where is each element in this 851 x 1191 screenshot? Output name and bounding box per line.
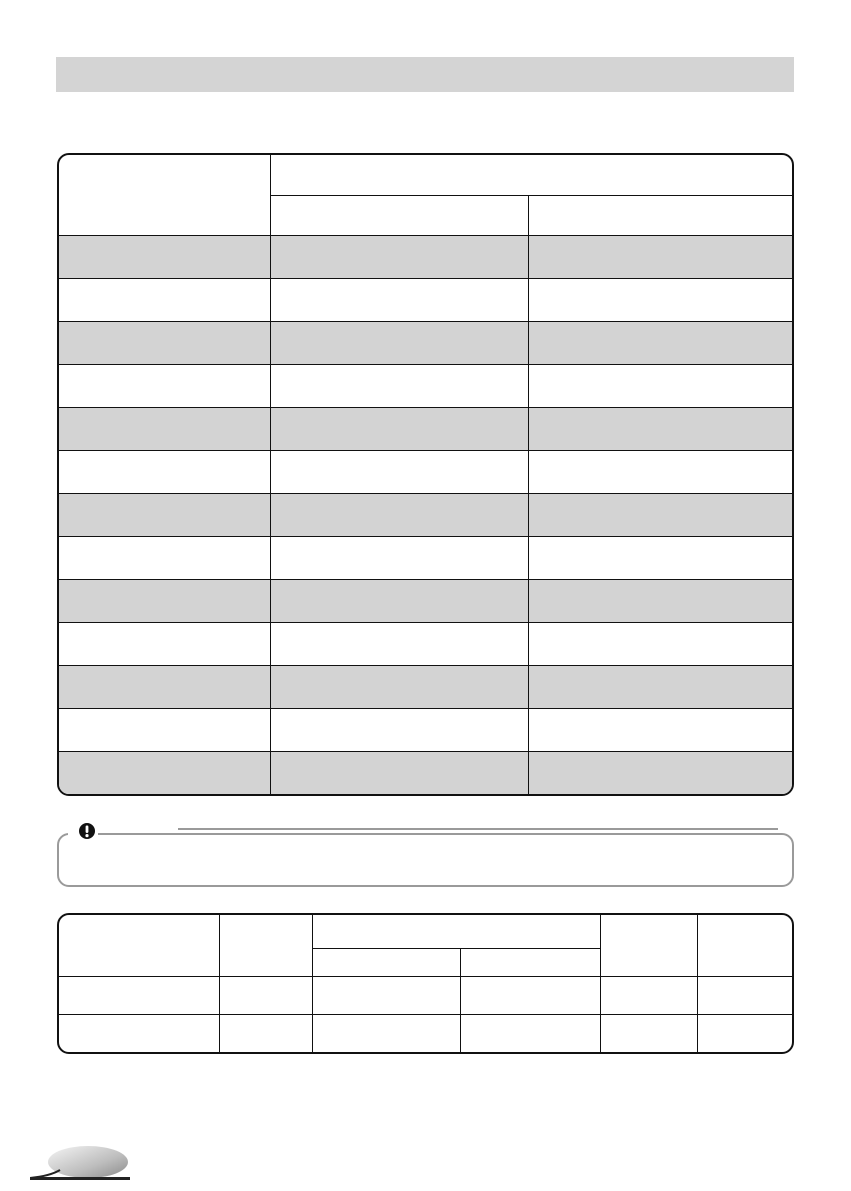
subheader-divider — [312, 948, 600, 949]
table-row — [59, 235, 792, 278]
table-row — [59, 407, 792, 450]
table-row — [59, 321, 792, 364]
column-divider-2 — [528, 195, 529, 796]
table-row — [59, 1015, 792, 1054]
specification-table — [57, 153, 794, 796]
table-row — [59, 450, 792, 493]
table-row — [59, 579, 792, 622]
header-divider — [271, 195, 794, 196]
notice-box — [57, 833, 794, 887]
table-row — [59, 622, 792, 665]
table-row — [59, 278, 792, 321]
table-row — [59, 751, 792, 796]
table-row — [59, 493, 792, 536]
table-row — [59, 536, 792, 579]
exclamation-icon — [78, 822, 96, 840]
secondary-table — [57, 913, 794, 1054]
column-divider-1 — [270, 155, 271, 796]
table-row — [59, 665, 792, 708]
table-row — [59, 708, 792, 751]
page-tab-icon — [30, 1140, 130, 1180]
table-row — [59, 977, 792, 1014]
section-header-bar — [56, 57, 794, 92]
notice-rule — [178, 828, 778, 830]
table-row — [59, 364, 792, 407]
